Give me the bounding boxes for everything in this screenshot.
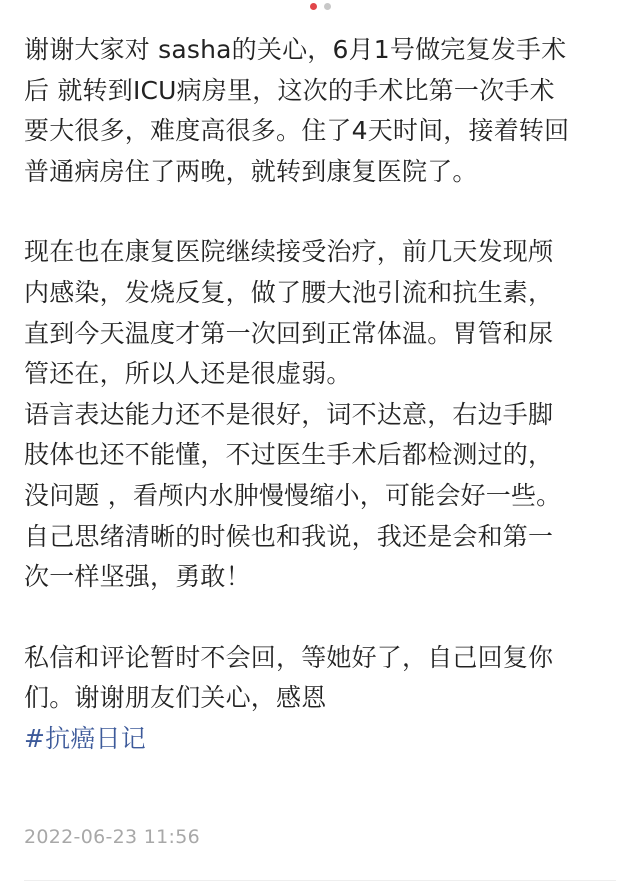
post-paragraph-2: 现在也在康复医院继续接受治疗，前几天发现颅 内感染，发烧反复，做了腰大池引流和抗生素， 直到今天温度才第一次回到正常体温。胃管和尿 管还在，所以人还是很虚弱。 语言表达能力还不是很好，词不达意，右边手脚 肢体也还不能懂，不过医生手术后都检测过的， 没问题 ，看颅内水肿慢慢缩小，可能会好一些。 自己思绪清晰的时候也和我说，我还是会和第一 次一样坚强，勇敢！ <box>24 237 562 592</box>
post-body <box>24 30 624 760</box>
post-paragraph-1: 谢谢大家对 sasha的关心，6月1号做完复发手术 后 就转到ICU病房里，这次的手术比第一次手术 要大很多，难度高很多。住了4天时间，接着转回 普通病房住了两晚，就转到康复医院了。 <box>24 35 570 186</box>
paragraph-spacer <box>24 598 624 638</box>
image-pager-dots <box>0 3 640 10</box>
hashtag-link[interactable]: #抗癌日记 <box>24 723 146 753</box>
pager-dot-active[interactable] <box>310 3 317 10</box>
post-timestamp: 2022-06-23 11:56 <box>24 826 201 848</box>
divider <box>24 880 616 881</box>
pager-dot[interactable] <box>324 3 331 10</box>
paragraph-spacer <box>24 192 624 232</box>
post-paragraph-3: 私信和评论暂时不会回，等她好了，自己回复你 们。谢谢朋友们关心，感恩 <box>24 642 554 713</box>
